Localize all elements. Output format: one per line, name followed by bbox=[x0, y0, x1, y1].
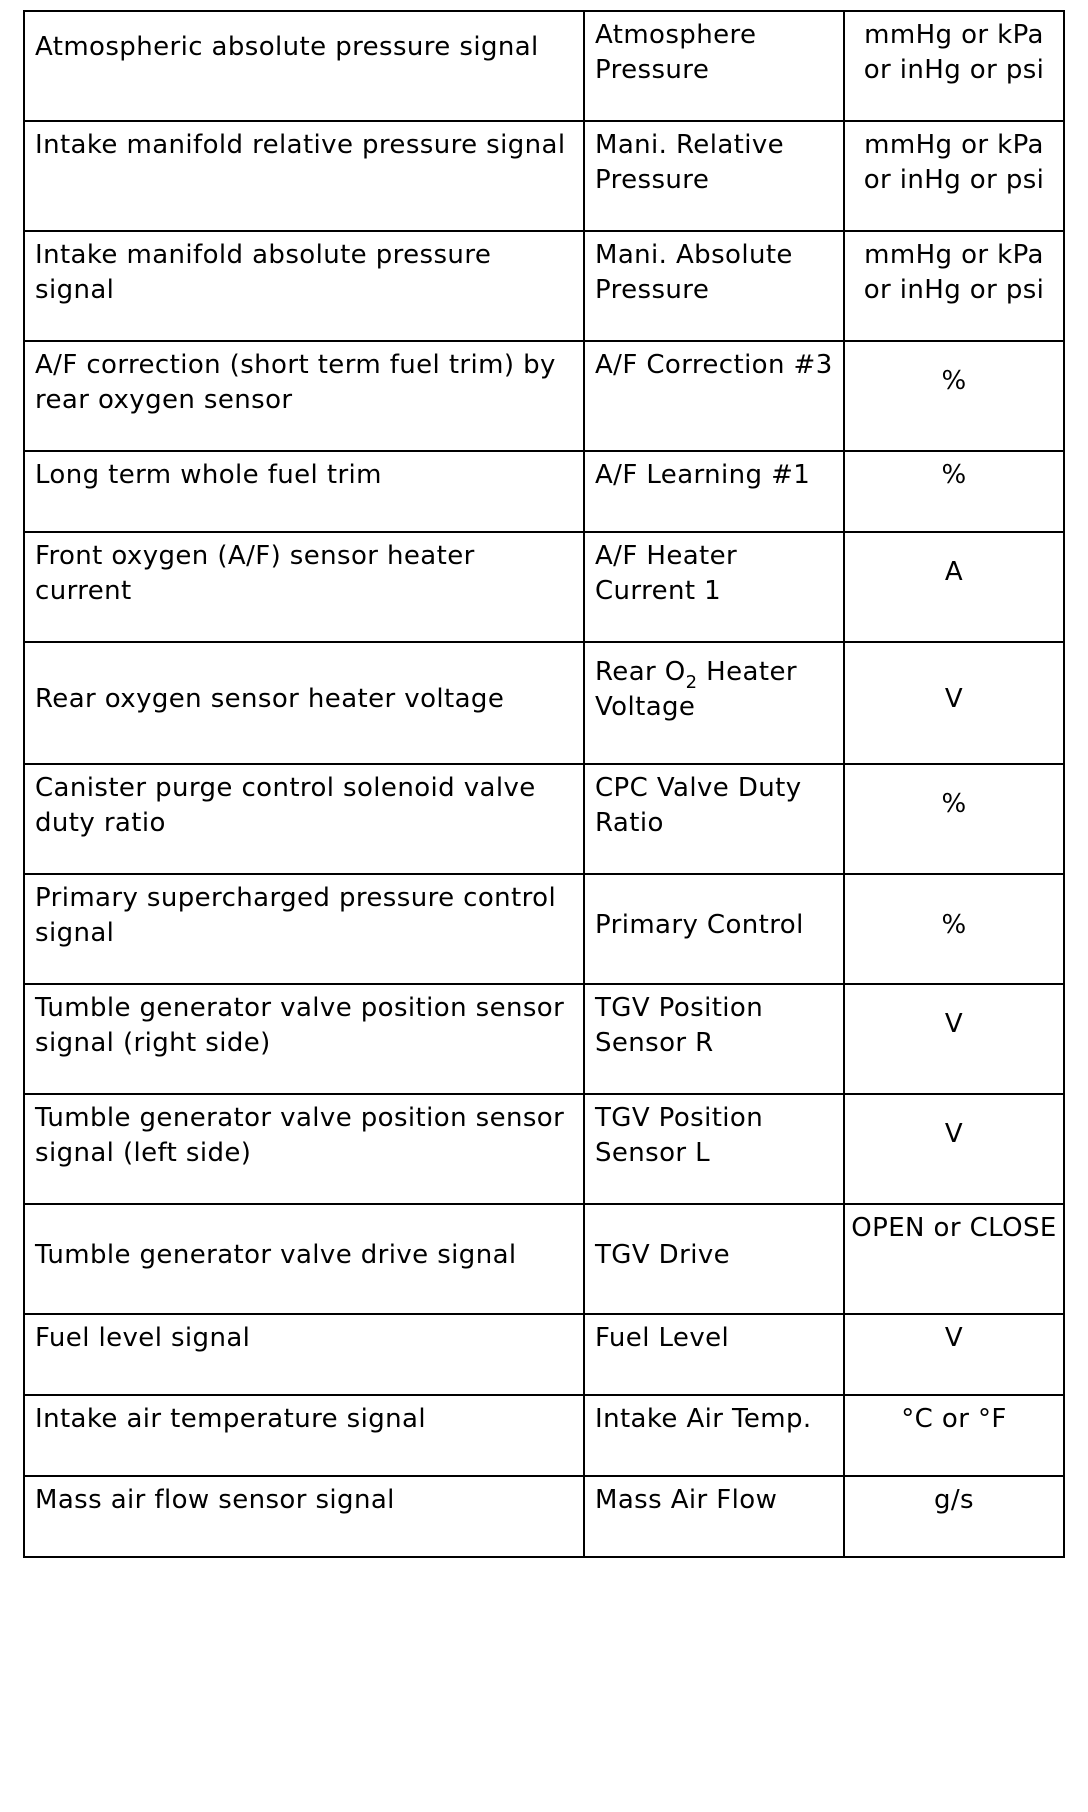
display-name-cell: TGV Drive bbox=[584, 1204, 844, 1314]
description-cell: Rear oxygen sensor heater voltage bbox=[24, 642, 584, 764]
description-cell: Canister purge control solenoid valve duty ratio bbox=[24, 764, 584, 874]
unit-cell: OPEN or CLOSE bbox=[844, 1204, 1064, 1314]
display-name-cell: Mass Air Flow bbox=[584, 1476, 844, 1557]
unit-cell: mmHg or kPa or inHg or psi bbox=[844, 11, 1064, 121]
display-name-cell: Mani. Relative Pressure bbox=[584, 121, 844, 231]
description-cell: Tumble generator valve position sensor signal (left side) bbox=[24, 1094, 584, 1204]
unit-cell: V bbox=[844, 1314, 1064, 1395]
display-name-cell: Primary Control bbox=[584, 874, 844, 984]
table-row bbox=[24, 642, 1064, 764]
display-prefix: Rear O bbox=[595, 657, 686, 687]
display-name-cell: TGV Position Sensor L bbox=[584, 1094, 844, 1204]
unit-cell: mmHg or kPa or inHg or psi bbox=[844, 231, 1064, 341]
unit-cell: V bbox=[844, 984, 1064, 1094]
display-name-cell: A/F Correction #3 bbox=[584, 341, 844, 451]
table-row bbox=[24, 1395, 1064, 1476]
unit-cell: mmHg or kPa or inHg or psi bbox=[844, 121, 1064, 231]
display-name-cell: A/F Learning #1 bbox=[584, 451, 844, 532]
table-row bbox=[24, 341, 1064, 451]
unit-cell: % bbox=[844, 764, 1064, 874]
table-row bbox=[24, 231, 1064, 341]
table-row bbox=[24, 451, 1064, 532]
display-suffix: Heater Voltage bbox=[595, 657, 797, 722]
display-name-cell: TGV Position Sensor R bbox=[584, 984, 844, 1094]
display-name-cell: Intake Air Temp. bbox=[584, 1395, 844, 1476]
table-row bbox=[24, 764, 1064, 874]
table-row bbox=[24, 1204, 1064, 1314]
table-row bbox=[24, 874, 1064, 984]
unit-cell: A bbox=[844, 532, 1064, 642]
display-name-cell: Fuel Level bbox=[584, 1314, 844, 1395]
table-row bbox=[24, 1476, 1064, 1557]
description-cell: Intake manifold absolute pressure signal bbox=[24, 231, 584, 341]
display-name-cell: A/F Heater Current 1 bbox=[584, 532, 844, 642]
description-cell: Front oxygen (A/F) sensor heater current bbox=[24, 532, 584, 642]
description-cell: A/F correction (short term fuel trim) by rear oxygen sensor bbox=[24, 341, 584, 451]
unit-cell: V bbox=[844, 1094, 1064, 1204]
unit-cell: % bbox=[844, 341, 1064, 451]
description-cell: Long term whole fuel trim bbox=[24, 451, 584, 532]
unit-cell: g/s bbox=[844, 1476, 1064, 1557]
description-cell: Atmospheric absolute pressure signal bbox=[24, 11, 584, 121]
unit-cell: V bbox=[844, 642, 1064, 764]
display-name-cell: CPC Valve Duty Ratio bbox=[584, 764, 844, 874]
display-name-cell: Atmosphere Pressure bbox=[584, 11, 844, 121]
parameter-table bbox=[23, 10, 1065, 1558]
unit-cell: % bbox=[844, 451, 1064, 532]
description-cell: Tumble generator valve position sensor signal (right side) bbox=[24, 984, 584, 1094]
display-name-cell bbox=[584, 642, 844, 764]
display-name-cell: Mani. Absolute Pressure bbox=[584, 231, 844, 341]
table-row bbox=[24, 984, 1064, 1094]
description-cell: Fuel level signal bbox=[24, 1314, 584, 1395]
table-row bbox=[24, 1094, 1064, 1204]
unit-cell: °C or °F bbox=[844, 1395, 1064, 1476]
table-row bbox=[24, 532, 1064, 642]
description-cell: Mass air flow sensor signal bbox=[24, 1476, 584, 1557]
unit-cell: % bbox=[844, 874, 1064, 984]
description-cell: Primary supercharged pressure control signal bbox=[24, 874, 584, 984]
description-cell: Intake air temperature signal bbox=[24, 1395, 584, 1476]
description-cell: Intake manifold relative pressure signal bbox=[24, 121, 584, 231]
table-row bbox=[24, 121, 1064, 231]
display-subscript: 2 bbox=[685, 672, 698, 693]
table-row bbox=[24, 1314, 1064, 1395]
table-row bbox=[24, 11, 1064, 121]
description-cell: Tumble generator valve drive signal bbox=[24, 1204, 584, 1314]
